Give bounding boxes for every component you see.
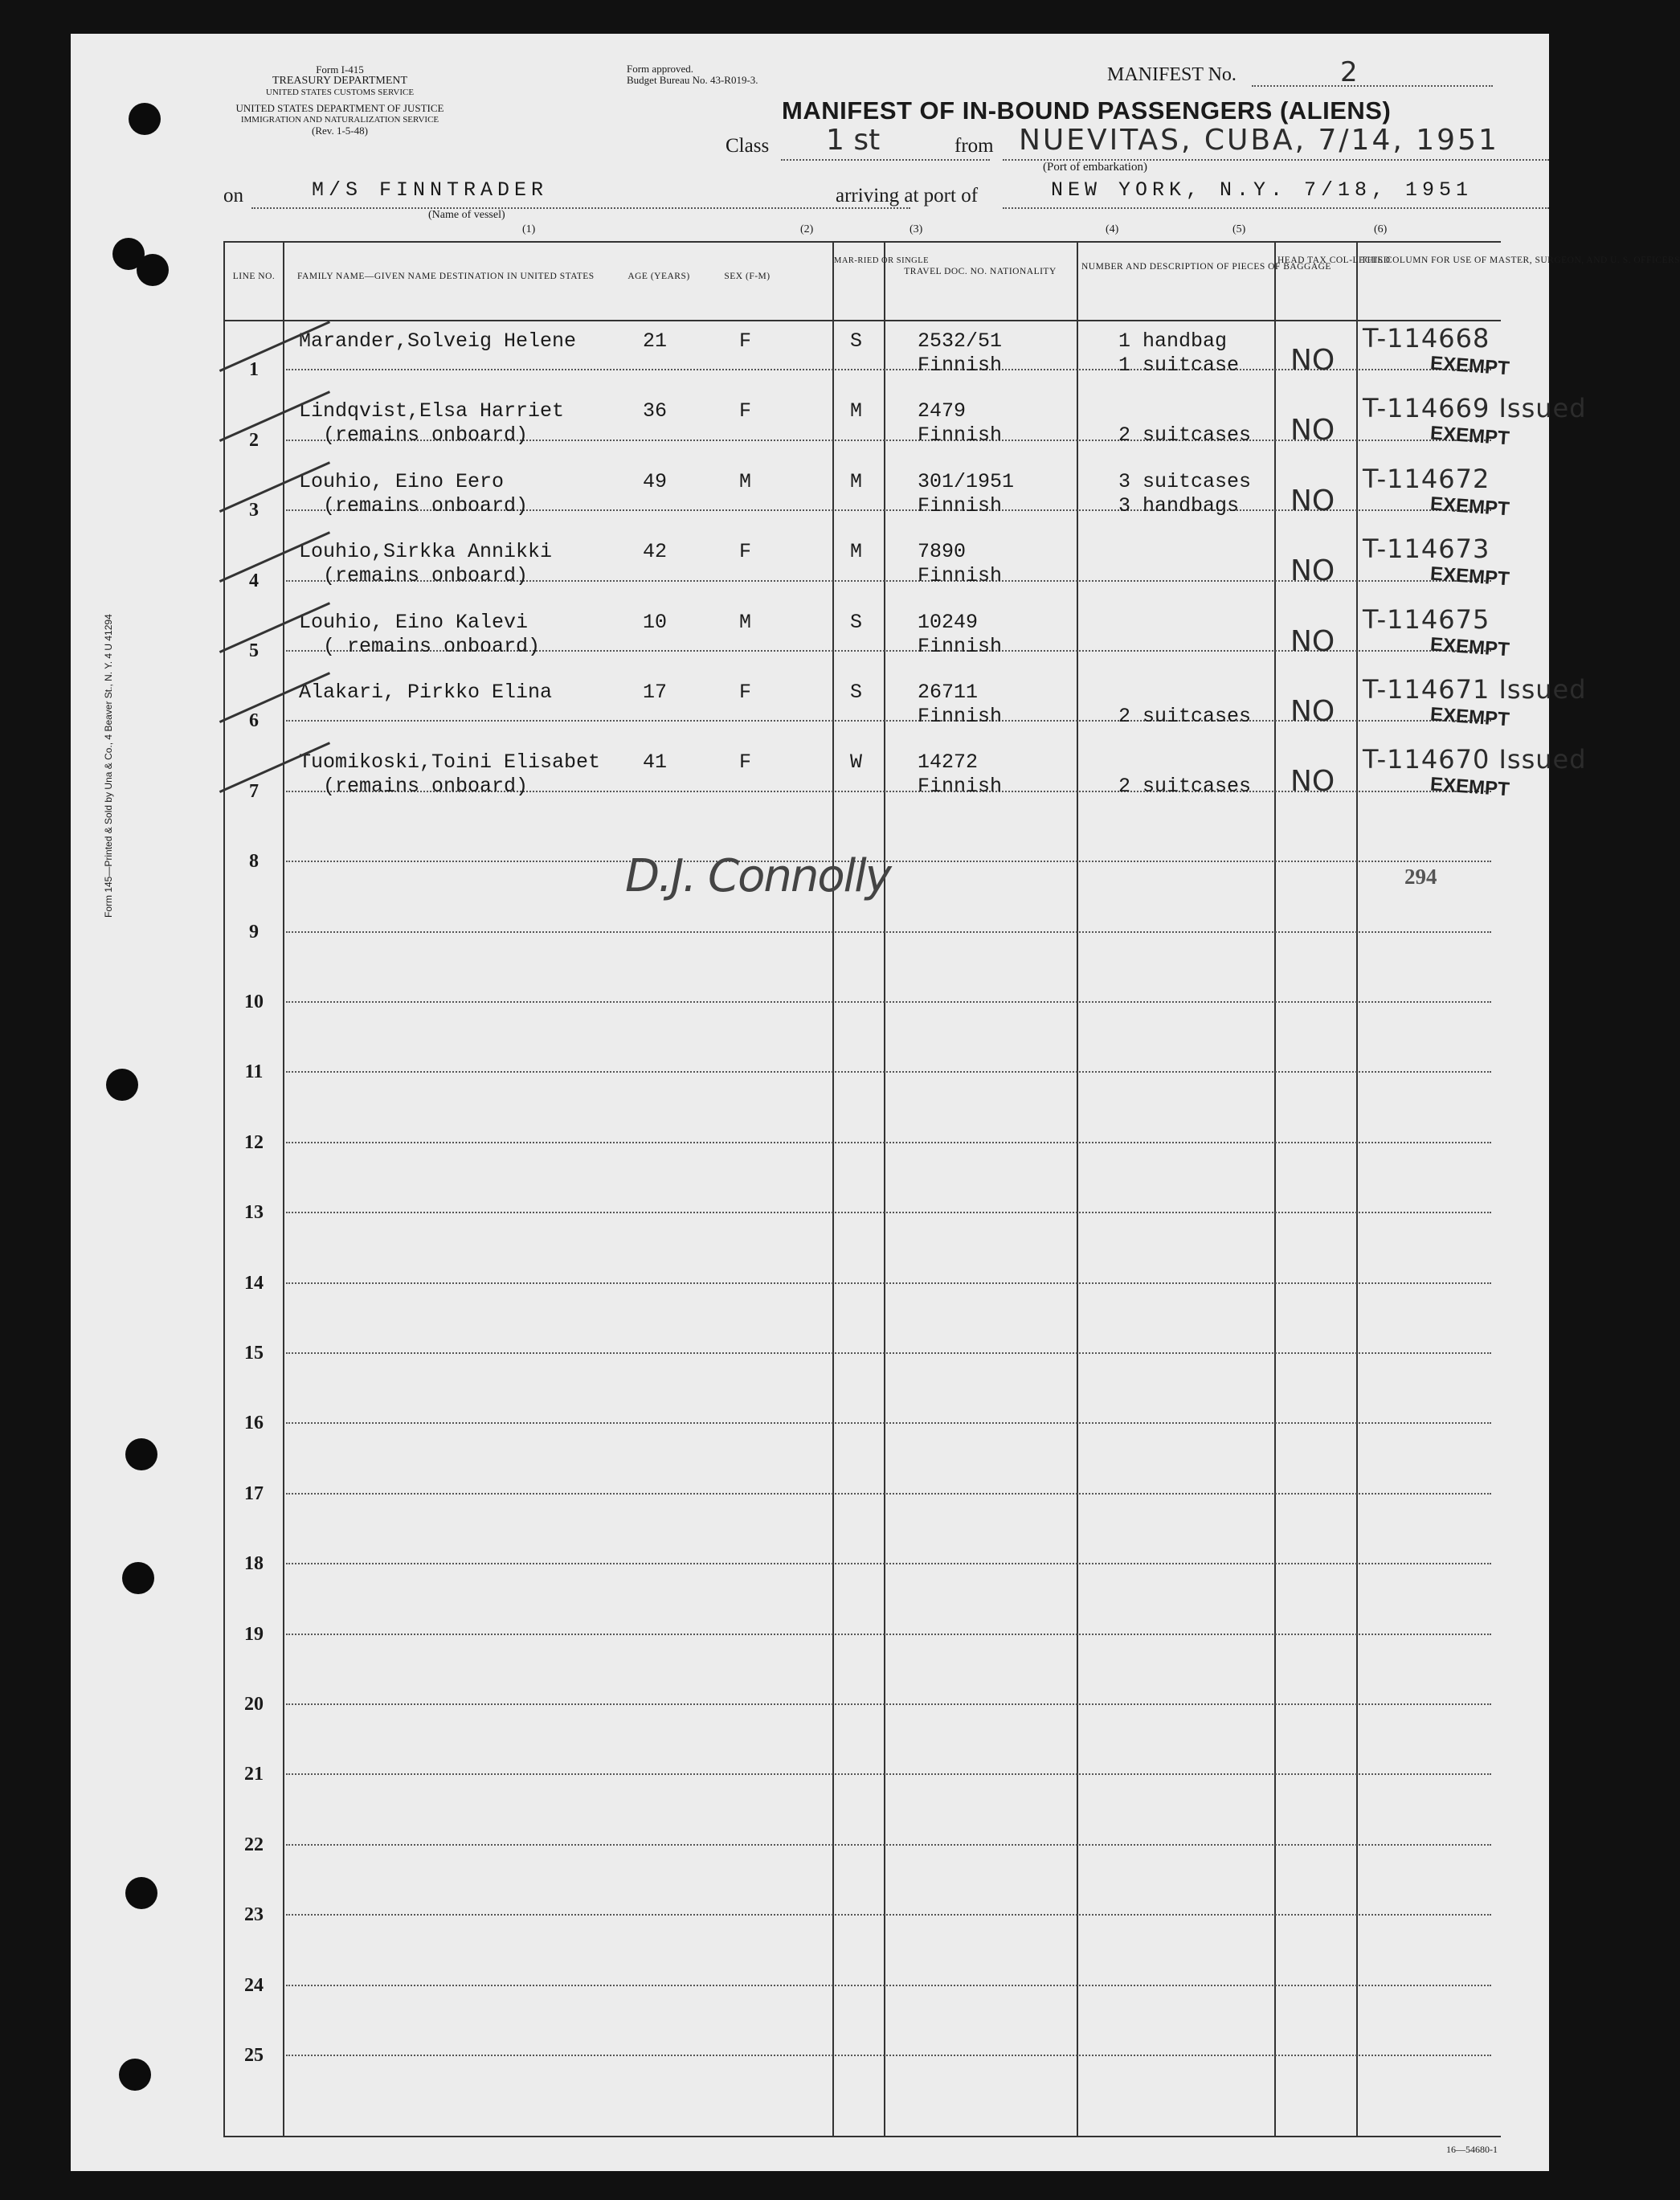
- passenger-sex: M: [739, 469, 752, 493]
- passenger-note: (remains onboard): [323, 423, 529, 448]
- row-dotted-line: [286, 2055, 1491, 2056]
- manifest-page: [71, 34, 1680, 2171]
- head-tax: NO: [1290, 624, 1335, 658]
- passenger-age: 10: [643, 610, 668, 634]
- line-number: 16: [244, 1413, 264, 1434]
- nationality: Finnish: [918, 775, 1003, 799]
- header-baggage: NUMBER AND DESCRIPTION OF PIECES OF BAGGAGE: [1081, 262, 1331, 272]
- passenger-rows: [225, 320, 1587, 2136]
- line-number: 1: [249, 359, 259, 381]
- passenger-name: Alakari, Pirkko Elina: [299, 681, 553, 704]
- port-embarkation-label: (Port of embarkation): [1043, 161, 1147, 174]
- line-number: 9: [249, 921, 259, 943]
- manifest-no-line: [1252, 85, 1493, 87]
- row-dotted-line: [286, 1422, 1491, 1424]
- officer-note: T-114673: [1363, 534, 1490, 565]
- vessel-line: [251, 207, 910, 209]
- marital-status: S: [850, 610, 863, 634]
- exempt-stamp: EXEMPT: [1429, 493, 1510, 521]
- table-row: [225, 320, 1510, 390]
- punch-hole: [106, 1069, 138, 1101]
- table-row: [225, 1022, 1501, 1092]
- passenger-name: Lindqvist,Elsa Harriet: [299, 399, 565, 423]
- exempt-stamp: EXEMPT: [1429, 562, 1510, 591]
- table-row: [225, 1514, 1501, 1584]
- revision: (Rev. 1-5-48): [312, 125, 368, 137]
- travel-doc-no: 14272: [918, 750, 979, 775]
- line-number: 17: [244, 1482, 264, 1504]
- line-number: 5: [249, 640, 259, 661]
- officer-note: T-114669 Issued: [1363, 393, 1587, 424]
- table-row: [225, 1233, 1501, 1302]
- travel-doc-no: 7890: [918, 540, 967, 564]
- baggage-line-2: 2 suitcases: [1118, 423, 1252, 448]
- header-line: LINE NO.: [232, 272, 276, 281]
- travel-doc-no: 26711: [918, 681, 979, 704]
- line-number: 2: [249, 429, 259, 451]
- head-tax: NO: [1290, 695, 1335, 728]
- table-row: [225, 601, 1510, 671]
- signature: D.J. Connolly: [625, 850, 890, 902]
- passenger-age: 42: [643, 540, 668, 564]
- passenger-name: Louhio, Eino Kalevi: [299, 610, 529, 634]
- passenger-note: (remains onboard): [323, 775, 529, 799]
- passenger-sex: M: [739, 610, 752, 634]
- line-number: 24: [244, 1974, 264, 1996]
- table-row: [225, 1303, 1501, 1373]
- table-row: [225, 1935, 1501, 2005]
- table-row: [225, 671, 1587, 741]
- vessel-name: M/S FINNTRADER: [312, 178, 549, 202]
- stamp-number: 294: [1404, 865, 1437, 889]
- line-number: 4: [249, 570, 259, 591]
- arrival-line: [1003, 207, 1549, 209]
- row-dotted-line: [286, 1985, 1491, 1986]
- exempt-stamp: EXEMPT: [1429, 703, 1510, 731]
- head-tax: NO: [1290, 554, 1335, 588]
- row-dotted-line: [286, 1634, 1491, 1635]
- col-num-2: (2): [800, 223, 814, 235]
- line-number: 20: [244, 1693, 264, 1715]
- line-number: 11: [244, 1061, 264, 1083]
- passenger-sex: F: [739, 681, 752, 704]
- marital-status: M: [850, 399, 863, 423]
- row-dotted-line: [286, 1703, 1491, 1705]
- table-row: [225, 952, 1501, 1022]
- table-row: [225, 460, 1510, 530]
- row-dotted-line: [286, 1914, 1491, 1916]
- marital-status: S: [850, 681, 863, 704]
- travel-doc-no: 301/1951: [918, 469, 1015, 493]
- line-number: 8: [249, 851, 259, 873]
- passenger-table: [223, 241, 1680, 2137]
- passenger-name: Tuomikoski,Toini Elisabet: [299, 750, 601, 775]
- line-number: 13: [244, 1202, 264, 1224]
- line-number: 3: [249, 500, 259, 521]
- header-sex: SEX (F-M): [724, 272, 771, 281]
- punch-hole: [125, 1438, 157, 1470]
- head-tax: NO: [1290, 344, 1335, 377]
- marital-status: M: [850, 469, 863, 493]
- row-dotted-line: [286, 1071, 1491, 1073]
- nationality: Finnish: [918, 493, 1003, 517]
- line-number: 6: [249, 710, 259, 732]
- from-label: from: [954, 135, 994, 157]
- baggage-line-2: 1 suitcase: [1118, 354, 1240, 377]
- line-number: 21: [244, 1764, 264, 1785]
- row-dotted-line: [286, 1773, 1491, 1775]
- passenger-age: 49: [643, 469, 668, 493]
- passenger-sex: F: [739, 540, 752, 564]
- arriving-label: arriving at port of: [836, 185, 979, 207]
- line-number: 19: [244, 1623, 264, 1645]
- line-number: 15: [244, 1342, 264, 1364]
- row-dotted-line: [286, 1563, 1491, 1564]
- travel-doc-no: 2532/51: [918, 329, 1003, 353]
- baggage-line-1: 1 handbag: [1118, 329, 1228, 353]
- table-row: [225, 1092, 1501, 1162]
- punch-hole: [122, 1562, 154, 1594]
- line-number: 7: [249, 780, 259, 802]
- class-line: [781, 159, 990, 161]
- table-row: [225, 1373, 1501, 1443]
- class-label: Class: [726, 135, 770, 157]
- punch-hole: [119, 2059, 151, 2091]
- col-num-4: (4): [1106, 223, 1119, 235]
- header-officers: THIS COLUMN FOR USE OF MASTER, SURGEON, AND U. S. OFFICERS: [1361, 256, 1680, 265]
- on-label: on: [223, 185, 243, 207]
- table-row: [225, 1794, 1501, 1864]
- officer-note: T-114671 Issued: [1363, 674, 1587, 705]
- table-row: [225, 1584, 1501, 1654]
- nationality: Finnish: [918, 354, 1003, 377]
- passenger-sex: F: [739, 750, 752, 775]
- passenger-name: Louhio,Sirkka Annikki: [299, 540, 553, 564]
- row-dotted-line: [286, 1142, 1491, 1143]
- row-dotted-line: [286, 1282, 1491, 1284]
- head-tax: NO: [1290, 765, 1335, 799]
- marital-status: S: [850, 329, 863, 353]
- line-number: 22: [244, 1834, 264, 1855]
- passenger-note: (remains onboard): [323, 493, 529, 517]
- from-value: NUEVITAS, CUBA, 7/14, 1951: [1019, 124, 1499, 157]
- line-number: 25: [244, 2044, 264, 2066]
- punch-hole: [137, 254, 169, 286]
- baggage-line-2: 3 handbags: [1118, 493, 1240, 517]
- row-dotted-line: [286, 931, 1491, 933]
- nationality: Finnish: [918, 564, 1003, 588]
- header-married: MAR-RIED OR SINGLE: [834, 256, 930, 265]
- line-number: 18: [244, 1553, 264, 1575]
- nationality: Finnish: [918, 423, 1003, 448]
- line-number: 14: [244, 1272, 264, 1294]
- line-number: 12: [244, 1131, 264, 1153]
- travel-doc-no: 2479: [918, 399, 967, 423]
- passenger-sex: F: [739, 399, 752, 423]
- justice-dept: UNITED STATES DEPARTMENT OF JUSTICE: [235, 102, 444, 114]
- table-row: [225, 530, 1510, 600]
- row-dotted-line: [286, 1212, 1491, 1213]
- header-travel: TRAVEL DOC. NO. NATIONALITY: [904, 267, 1057, 276]
- customs-service: UNITED STATES CUSTOMS SERVICE: [265, 88, 415, 97]
- line-number: 23: [244, 1904, 264, 1926]
- officer-note: T-114672: [1363, 463, 1490, 494]
- baggage-line-2: 2 suitcases: [1118, 705, 1252, 728]
- travel-doc-no: 10249: [918, 610, 979, 634]
- manifest-number: 2: [1340, 56, 1358, 88]
- table-row: [225, 1724, 1501, 1794]
- exempt-stamp: EXEMPT: [1429, 422, 1510, 450]
- officer-note: T-114670 Issued: [1363, 744, 1587, 775]
- col-num-1: (1): [522, 223, 536, 235]
- exempt-stamp: EXEMPT: [1429, 352, 1510, 380]
- passenger-note: ( remains onboard): [323, 634, 541, 658]
- arrival-port: NEW YORK, N.Y. 7/18, 1951: [1051, 178, 1474, 202]
- table-row: [225, 390, 1587, 460]
- exempt-stamp: EXEMPT: [1429, 633, 1510, 661]
- table-row: [225, 1865, 1501, 1935]
- marital-status: M: [850, 540, 863, 564]
- row-dotted-line: [286, 1844, 1491, 1846]
- baggage-line-2: 2 suitcases: [1118, 775, 1252, 799]
- form-number: Form I-415: [316, 63, 364, 76]
- punch-hole: [129, 103, 161, 135]
- line-number: 10: [244, 991, 264, 1012]
- treasury-dept: TREASURY DEPARTMENT: [272, 75, 408, 87]
- row-dotted-line: [286, 1001, 1491, 1003]
- passenger-note: (remains onboard): [323, 564, 529, 588]
- footer-code: 16—54680-1: [1446, 2144, 1498, 2155]
- col-num-3: (3): [909, 223, 923, 235]
- printer-imprint: Form 145—Printed & Sold by Una & Co., 4 Beaver St., N. Y. 4 U 41294: [103, 614, 114, 918]
- baggage-line-1: 3 suitcases: [1118, 469, 1252, 493]
- header-age: AGE (YEARS): [627, 272, 690, 281]
- vessel-name-label: (Name of vessel): [428, 209, 505, 221]
- manifest-label: MANIFEST No.: [1107, 64, 1236, 85]
- header-name: FAMILY NAME—GIVEN NAME DESTINATION IN UNITED STATES: [297, 272, 595, 281]
- punch-hole: [125, 1877, 157, 1909]
- nationality: Finnish: [918, 705, 1003, 728]
- nationality: Finnish: [918, 634, 1003, 658]
- row-dotted-line: [286, 1352, 1491, 1354]
- header-tax: HEAD TAX COL-LECTED: [1277, 256, 1391, 265]
- row-dotted-line: [286, 1493, 1491, 1495]
- col-num-6: (6): [1374, 223, 1388, 235]
- budget-bureau: Budget Bureau No. 43-R019-3.: [627, 74, 758, 86]
- officer-note: T-114668: [1363, 323, 1490, 354]
- table-row: [225, 1163, 1501, 1233]
- head-tax: NO: [1290, 414, 1335, 448]
- col-num-5: (5): [1232, 223, 1246, 235]
- passenger-age: 17: [643, 681, 668, 704]
- table-row: [225, 741, 1587, 811]
- table-row: [225, 1443, 1501, 1513]
- marital-status: W: [850, 750, 863, 775]
- exempt-stamp: EXEMPT: [1429, 773, 1510, 801]
- passenger-name: Marander,Solveig Helene: [299, 329, 577, 353]
- ins-service: IMMIGRATION AND NATURALIZATION SERVICE: [240, 115, 439, 125]
- class-value: 1 st: [826, 124, 881, 157]
- passenger-age: 21: [643, 329, 668, 353]
- passenger-age: 36: [643, 399, 668, 423]
- passenger-sex: F: [739, 329, 752, 353]
- officer-note: T-114675: [1363, 603, 1490, 635]
- page-title: MANIFEST OF IN-BOUND PASSENGERS (ALIENS): [782, 96, 1392, 125]
- table-row: [225, 1654, 1501, 1724]
- passenger-age: 41: [643, 750, 668, 775]
- passenger-name: Louhio, Eino Eero: [299, 469, 505, 493]
- form-approved: Form approved.: [627, 63, 694, 75]
- head-tax: NO: [1290, 484, 1335, 517]
- table-row: [225, 2006, 1501, 2075]
